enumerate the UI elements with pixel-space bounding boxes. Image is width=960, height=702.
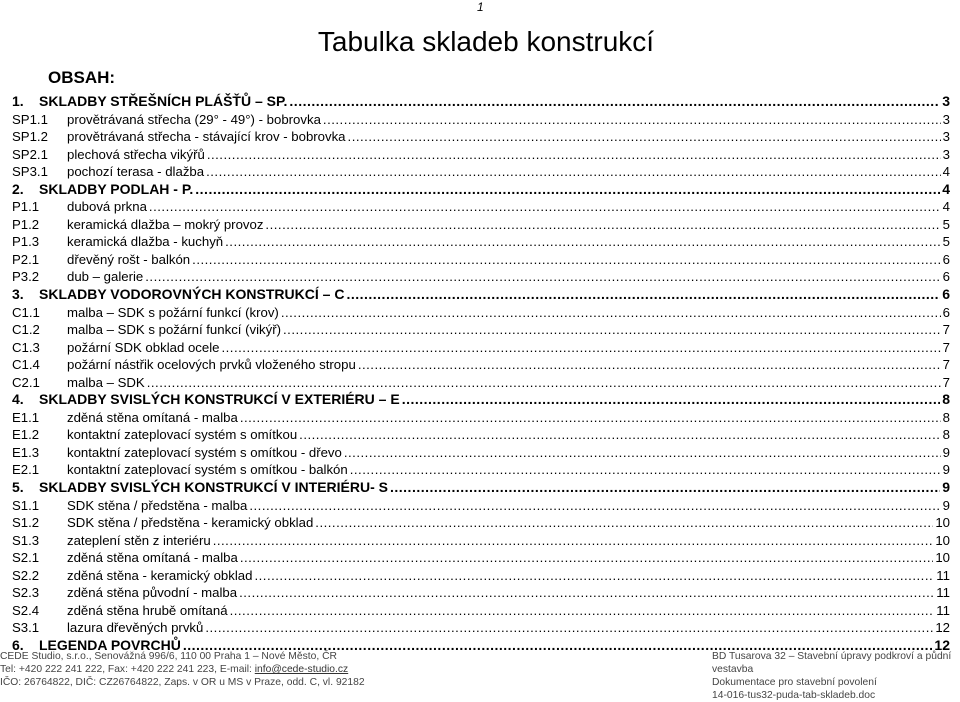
footer-address: CEDE Studio, s.r.o., Senovážná 996/6, 110 00 Praha 1 – Nové Město, ČR bbox=[0, 651, 337, 662]
toc-entry-label: plechová střecha vikýřů bbox=[67, 146, 205, 162]
toc-subsection-entry[interactable] bbox=[12, 251, 960, 269]
toc-subsection-entry[interactable] bbox=[12, 111, 960, 129]
toc-entry-line bbox=[12, 146, 960, 164]
toc-subsection-entry[interactable] bbox=[12, 128, 960, 146]
toc-entry-label: pochozí terasa - dlažba bbox=[67, 164, 205, 180]
toc-entry-number: C1.2 bbox=[12, 322, 40, 338]
toc-entry-number: E1.3 bbox=[12, 444, 40, 460]
toc-subsection-entry[interactable] bbox=[12, 304, 960, 322]
toc-entry-page: 12 bbox=[935, 620, 950, 636]
toc-subsection-entry[interactable] bbox=[12, 426, 960, 444]
toc-subsection-entry[interactable] bbox=[12, 602, 960, 620]
toc-subsection-entry[interactable] bbox=[12, 619, 960, 637]
toc-entry-label: SKLADBY STŘEŠNÍCH PLÁŠŤŮ – SP. bbox=[39, 93, 288, 109]
toc-entry-label: lazura dřevěných prvků bbox=[67, 620, 204, 636]
toc-subsection-entry[interactable] bbox=[12, 216, 960, 234]
toc-entry-page: 7 bbox=[942, 374, 950, 390]
toc-entry-line bbox=[12, 251, 960, 269]
toc-entry-page: 5 bbox=[942, 216, 950, 232]
toc-dot-leader bbox=[249, 497, 940, 515]
toc-entry-line bbox=[12, 304, 960, 322]
toc-entry-label: SDK stěna / předstěna - keramický obklad bbox=[67, 515, 314, 531]
toc-entry-label: SKLADBY SVISLÝCH KONSTRUKCÍ V EXTERIÉRU – E bbox=[39, 391, 400, 408]
footer-email-link[interactable]: info@cede-studio.cz bbox=[254, 664, 349, 675]
toc-entry-number: S2.1 bbox=[12, 550, 40, 566]
toc-entry-number: S2.2 bbox=[12, 567, 40, 583]
toc-subsection-entry[interactable] bbox=[12, 532, 960, 550]
toc-dot-leader bbox=[225, 233, 941, 251]
toc-entry-page: 9 bbox=[942, 444, 950, 460]
toc-entry-label: malba – SDK s požární funkcí (krov) bbox=[67, 304, 279, 320]
toc-dot-leader bbox=[145, 268, 940, 286]
toc-entry-line bbox=[12, 584, 960, 602]
toc-entry-page: 11 bbox=[936, 602, 950, 618]
toc-entry-number: P2.1 bbox=[12, 251, 40, 267]
toc-entry-page: 4 bbox=[942, 199, 950, 215]
toc-entry-page: 10 bbox=[935, 532, 950, 548]
toc-entry-page: 10 bbox=[935, 515, 950, 531]
toc-entry-page: 7 bbox=[942, 339, 950, 355]
toc-entry-page: 6 bbox=[942, 269, 950, 285]
toc-entry-page: 3 bbox=[942, 111, 950, 127]
toc-entry-page: 3 bbox=[942, 129, 950, 145]
toc-subsection-entry[interactable] bbox=[12, 339, 960, 357]
toc-entry-line bbox=[12, 602, 960, 620]
toc-dot-leader bbox=[230, 602, 935, 620]
toc-subsection-entry[interactable] bbox=[12, 198, 960, 216]
toc-subsection-entry[interactable] bbox=[12, 356, 960, 374]
toc-entry-label: dubová prkna bbox=[67, 199, 147, 215]
toc-section-entry[interactable] bbox=[12, 93, 960, 111]
toc-subsection-entry[interactable] bbox=[12, 444, 960, 462]
toc-entry-label: dřevěný rošt - balkón bbox=[67, 251, 191, 267]
toc-entry-page: 6 bbox=[942, 286, 950, 303]
page-number: 1 bbox=[477, 0, 484, 14]
toc-entry-label: zděná stěna původní - malba bbox=[67, 585, 238, 601]
toc-subsection-entry[interactable] bbox=[12, 549, 960, 567]
toc-entry-line bbox=[12, 111, 960, 129]
toc-entry-label: malba – SDK s požární funkcí (vikýř) bbox=[67, 322, 282, 338]
toc-entry-line bbox=[12, 286, 960, 304]
toc-dot-leader bbox=[265, 216, 940, 234]
toc-entry-label: provětrávaná střecha (29° - 49°) - bobrovka bbox=[67, 111, 321, 127]
toc-entry-line bbox=[12, 216, 960, 234]
toc-entry-line bbox=[12, 268, 960, 286]
toc-entry-label: LEGENDA POVRCHŮ bbox=[39, 636, 181, 653]
toc-entry-number: C2.1 bbox=[12, 374, 40, 390]
toc-entry-page: 9 bbox=[942, 462, 950, 478]
toc-entry-page: 3 bbox=[942, 93, 950, 109]
toc-dot-leader bbox=[283, 321, 941, 339]
toc-dot-leader bbox=[213, 532, 934, 550]
toc-entry-line bbox=[12, 549, 960, 567]
toc-entry-number: SP2.1 bbox=[12, 146, 48, 162]
toc-subsection-entry[interactable] bbox=[12, 497, 960, 515]
toc-subsection-entry[interactable] bbox=[12, 374, 960, 392]
toc-entry-number: 2. bbox=[12, 180, 24, 197]
footer-file-name: 14-016-tus32-puda-tab-skladeb.doc bbox=[712, 690, 876, 701]
toc-dot-leader bbox=[221, 339, 940, 357]
toc-entry-line bbox=[12, 426, 960, 444]
toc-section-entry[interactable] bbox=[12, 181, 960, 199]
toc-dot-leader bbox=[147, 374, 941, 392]
toc-section-entry[interactable] bbox=[12, 286, 960, 304]
toc-entry-number: SP1.2 bbox=[12, 129, 48, 145]
toc-subsection-entry[interactable] bbox=[12, 514, 960, 532]
toc-dot-leader bbox=[281, 304, 941, 322]
toc-section-entry[interactable] bbox=[12, 479, 960, 497]
footer-contact bbox=[0, 663, 365, 676]
toc-dot-leader bbox=[192, 251, 941, 269]
toc-entry-line bbox=[12, 391, 960, 409]
toc-entry-number: S3.1 bbox=[12, 620, 40, 636]
toc-dot-leader bbox=[195, 181, 940, 199]
toc-subsection-entry[interactable] bbox=[12, 268, 960, 286]
document-title bbox=[0, 26, 960, 58]
toc-entry-number: C1.4 bbox=[12, 357, 40, 373]
toc-entry-label: malba – SDK bbox=[67, 374, 145, 390]
toc-entry-number: E2.1 bbox=[12, 462, 40, 478]
toc-dot-leader bbox=[240, 409, 941, 427]
toc-entry-line bbox=[12, 339, 960, 357]
toc-entry-label: SKLADBY PODLAH - P. bbox=[39, 180, 194, 197]
toc-entry-label: keramická dlažba - kuchyň bbox=[67, 234, 224, 250]
toc-entry-number: P1.2 bbox=[12, 216, 40, 232]
toc-dot-leader bbox=[344, 444, 941, 462]
footer-registration: IČO: 26764822, DIČ: CZ26764822, Zaps. v OR u MS v Praze, odd. C, vl. 92182 bbox=[0, 677, 365, 688]
table-of-contents bbox=[12, 93, 960, 655]
footer-company-info bbox=[0, 650, 365, 689]
toc-subsection-entry[interactable] bbox=[12, 146, 960, 164]
toc-entry-line bbox=[12, 374, 960, 392]
toc-dot-leader bbox=[254, 567, 934, 585]
toc-entry-page: 9 bbox=[942, 479, 950, 496]
toc-entry-label: SKLADBY SVISLÝCH KONSTRUKCÍ V INTERIÉRU- S bbox=[39, 479, 388, 496]
toc-entry-page: 11 bbox=[936, 585, 950, 601]
toc-entry-number: 3. bbox=[12, 286, 24, 303]
toc-entry-line bbox=[12, 479, 960, 497]
toc-entry-line bbox=[12, 128, 960, 146]
toc-entry-number: P1.1 bbox=[12, 199, 40, 215]
toc-dot-leader bbox=[206, 163, 941, 181]
toc-subsection-entry[interactable] bbox=[12, 461, 960, 479]
toc-subsection-entry[interactable] bbox=[12, 409, 960, 427]
toc-entry-number: 4. bbox=[12, 391, 24, 408]
toc-entry-number: C1.3 bbox=[12, 339, 40, 355]
toc-entry-page: 4 bbox=[942, 180, 950, 197]
contents-heading: OBSAH: bbox=[48, 68, 116, 87]
toc-entry-label: dub – galerie bbox=[67, 269, 144, 285]
toc-entry-line bbox=[12, 444, 960, 462]
toc-entry-page: 9 bbox=[942, 497, 950, 513]
toc-entry-number: 5. bbox=[12, 479, 24, 496]
toc-entry-page: 7 bbox=[942, 322, 950, 338]
toc-subsection-entry[interactable] bbox=[12, 321, 960, 339]
toc-dot-leader bbox=[239, 584, 934, 602]
toc-entry-number: S2.4 bbox=[12, 602, 40, 618]
toc-entry-label: SKLADBY VODOROVNÝCH KONSTRUKCÍ – C bbox=[39, 286, 345, 303]
toc-entry-page: 5 bbox=[942, 234, 950, 250]
toc-entry-number: SP3.1 bbox=[12, 164, 48, 180]
toc-entry-label: zděná stěna omítaná - malba bbox=[67, 409, 238, 425]
toc-subsection-entry[interactable] bbox=[12, 567, 960, 585]
toc-entry-page: 8 bbox=[942, 391, 950, 408]
toc-entry-page: 10 bbox=[935, 550, 950, 566]
toc-entry-number: P3.2 bbox=[12, 269, 40, 285]
toc-entry-number: 1. bbox=[12, 93, 24, 109]
toc-entry-label: zateplení stěn z interiéru bbox=[67, 532, 211, 548]
toc-entry-number: S1.1 bbox=[12, 497, 40, 513]
toc-subsection-entry[interactable] bbox=[12, 163, 960, 181]
toc-dot-leader bbox=[402, 391, 941, 409]
toc-entry-number: E1.2 bbox=[12, 427, 40, 443]
toc-entry-number: S1.2 bbox=[12, 515, 40, 531]
toc-entry-line bbox=[12, 163, 960, 181]
toc-entry-line bbox=[12, 461, 960, 479]
toc-entry-label: kontaktní zateplovací systém s omítkou bbox=[67, 427, 298, 443]
toc-entry-line bbox=[12, 198, 960, 216]
toc-subsection-entry[interactable] bbox=[12, 233, 960, 251]
toc-entry-line bbox=[12, 514, 960, 532]
toc-dot-leader bbox=[348, 128, 941, 146]
toc-entry-page: 8 bbox=[942, 427, 950, 443]
toc-entry-number: E1.1 bbox=[12, 409, 40, 425]
toc-entry-page: 6 bbox=[942, 251, 950, 267]
toc-entry-label: požární nástřik ocelových prvků vloženého stropu bbox=[67, 357, 356, 373]
toc-dot-leader bbox=[240, 549, 934, 567]
toc-dot-leader bbox=[390, 479, 940, 497]
document-title-text: Tabulka skladeb konstrukcí bbox=[317, 26, 655, 57]
toc-section-entry[interactable] bbox=[12, 391, 960, 409]
toc-dot-leader bbox=[205, 619, 933, 637]
toc-subsection-entry[interactable] bbox=[12, 584, 960, 602]
toc-entry-number: 6. bbox=[12, 636, 24, 653]
toc-entry-line bbox=[12, 321, 960, 339]
toc-entry-number: P1.3 bbox=[12, 234, 40, 250]
toc-dot-leader bbox=[358, 356, 941, 374]
toc-dot-leader bbox=[350, 461, 941, 479]
toc-dot-leader bbox=[289, 93, 940, 111]
toc-entry-label: zděná stěna - keramický obklad bbox=[67, 567, 253, 583]
toc-entry-page: 12 bbox=[934, 636, 950, 653]
toc-entry-label: zděná stěna omítaná - malba bbox=[67, 550, 238, 566]
toc-entry-line bbox=[12, 567, 960, 585]
toc-dot-leader bbox=[346, 286, 940, 304]
toc-entry-number: SP1.1 bbox=[12, 111, 48, 127]
toc-entry-label: požární SDK obklad ocele bbox=[67, 339, 220, 355]
toc-entry-number: S2.3 bbox=[12, 585, 40, 601]
toc-entry-label: zděná stěna hrubě omítaná bbox=[67, 602, 228, 618]
toc-entry-line bbox=[12, 233, 960, 251]
toc-entry-line bbox=[12, 181, 960, 199]
toc-entry-line bbox=[12, 93, 960, 111]
toc-entry-label: kontaktní zateplovací systém s omítkou - balkón bbox=[67, 462, 348, 478]
toc-entry-page: 6 bbox=[942, 304, 950, 320]
footer-document-stage: Dokumentace pro stavební povolení bbox=[712, 677, 877, 688]
toc-entry-label: provětrávaná střecha - stávající krov - bobrovka bbox=[67, 129, 346, 145]
toc-entry-number: C1.1 bbox=[12, 304, 40, 320]
toc-entry-page: 7 bbox=[942, 357, 950, 373]
toc-dot-leader bbox=[315, 514, 933, 532]
toc-dot-leader bbox=[149, 198, 941, 216]
toc-entry-line bbox=[12, 356, 960, 374]
toc-entry-line bbox=[12, 497, 960, 515]
toc-entry-line bbox=[12, 532, 960, 550]
footer-contact-phones: Tel: +420 222 241 222, Fax: +420 222 241 223, E-mail: bbox=[0, 664, 255, 675]
toc-entry-line bbox=[12, 619, 960, 637]
footer-project-info bbox=[712, 650, 960, 702]
toc-entry-label: keramická dlažba – mokrý provoz bbox=[67, 216, 264, 232]
toc-entry-page: 4 bbox=[942, 164, 950, 180]
toc-entry-page: 11 bbox=[936, 567, 950, 583]
toc-entry-line bbox=[12, 409, 960, 427]
footer-project-name: BD Tusarova 32 – Stavební úpravy podkroví a půdní vestavba bbox=[712, 651, 952, 675]
toc-entry-page: 3 bbox=[942, 146, 950, 162]
toc-dot-leader bbox=[323, 111, 941, 129]
toc-dot-leader bbox=[207, 146, 941, 164]
toc-entry-number: S1.3 bbox=[12, 532, 40, 548]
toc-entry-label: kontaktní zateplovací systém s omítkou - dřevo bbox=[67, 444, 342, 460]
toc-entry-label: SDK stěna / předstěna - malba bbox=[67, 497, 248, 513]
toc-entry-page: 8 bbox=[942, 409, 950, 425]
toc-dot-leader bbox=[299, 426, 941, 444]
